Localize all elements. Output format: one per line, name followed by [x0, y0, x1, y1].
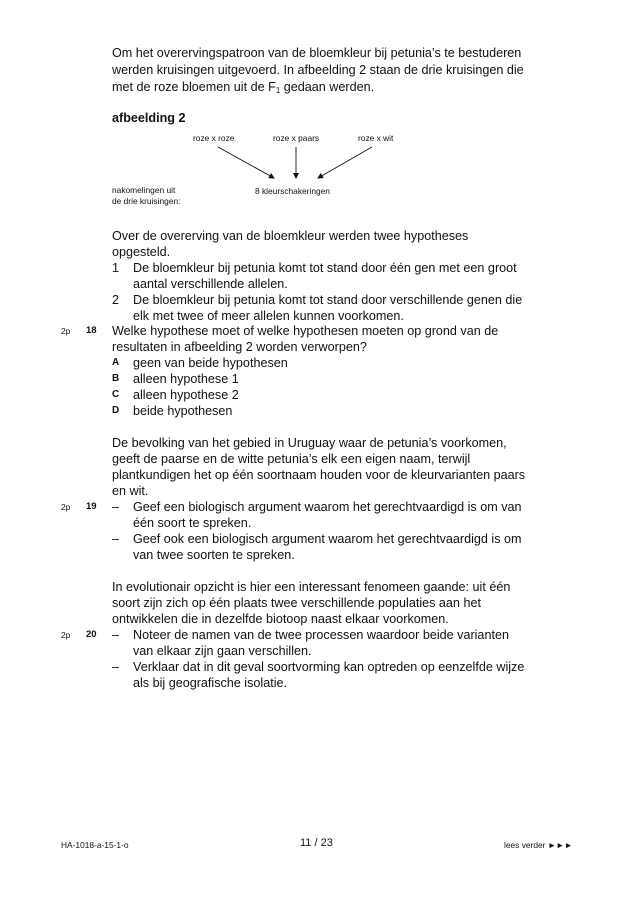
para3-line-2: soort zijn zich op één plaats twee verschillende populaties aan het	[112, 596, 481, 610]
para2-line-1: De bevolking van het gebied in Uruguay waar de petunia’s voorkomen,	[112, 436, 507, 450]
q19-bullet-1-dash: –	[112, 500, 120, 514]
hypotheses-intro-line-2: opgesteld.	[112, 245, 171, 259]
q20-points: 2p	[61, 630, 71, 640]
cross-label-3: roze x wit	[358, 133, 394, 143]
q18-option-d-label: D	[112, 405, 120, 416]
figure-title: afbeelding 2	[112, 111, 186, 125]
result-label-line-1: nakomelingen uit	[112, 185, 176, 195]
q19-bullet-1-line-1: Geef een biologisch argument waarom het gerechtvaardigd is om van	[133, 500, 522, 514]
para2-line-3: plantkundigen het op één soortnaam houden voor de kleurvarianten paars	[112, 468, 526, 482]
q18-line-2: resultaten in afbeelding 2 worden verworpen?	[112, 340, 367, 354]
q19-bullet-2-line-1: Geef ook een biologisch argument waarom het gerechtvaardigd is om	[133, 532, 522, 546]
q20-bullet-1-dash: –	[112, 628, 120, 642]
intro-line-1: Om het overervingspatroon van de bloemkleur bij petunia’s te bestuderen	[112, 46, 522, 60]
q18-option-b-text: alleen hypothese 1	[133, 372, 239, 386]
q20-bullet-2-line-2: als bij geografische isolatie.	[133, 676, 288, 690]
result-label-line-2: de drie kruisingen:	[112, 196, 181, 206]
q18-points: 2p	[61, 326, 71, 336]
intro-line-2: werden kruisingen uitgevoerd. In afbeelding 2 staan de drie kruisingen die	[112, 63, 524, 77]
q18-option-d-text: beide hypothesen	[133, 404, 233, 418]
hypothesis-1-number: 1	[112, 261, 120, 275]
q18-option-a-label: A	[112, 357, 120, 368]
q19-points: 2p	[61, 502, 71, 512]
q20-bullet-1-line-1: Noteer de namen van de twee processen waardoor beide varianten	[133, 628, 509, 642]
q20-number: 20	[86, 629, 97, 640]
para2-line-4: en wit.	[112, 484, 149, 498]
para3-line-1: In evolutionair opzicht is hier een interessant fenomeen gaande: uit één	[112, 580, 511, 594]
q19-bullet-2-dash: –	[112, 532, 120, 546]
footer-page-number: 11 / 23	[300, 837, 333, 849]
q18-option-c-text: alleen hypothese 2	[133, 388, 239, 402]
q18-option-a-text: geen van beide hypothesen	[133, 356, 288, 370]
hypothesis-2-line-1: De bloemkleur bij petunia komt tot stand door verschillende genen die	[133, 293, 523, 307]
q18-option-c-label: C	[112, 389, 120, 400]
intro-line-3-end: gedaan werden.	[280, 80, 375, 94]
hypothesis-1-line-2: aantal verschillende allelen.	[133, 277, 288, 291]
hypothesis-2-number: 2	[112, 293, 120, 307]
para2-line-2: geeft de paarse en de witte petunia’s elk een eigen naam, terwijl	[112, 452, 471, 466]
q20-bullet-1-line-2: van elkaar zijn gaan verschillen.	[133, 644, 312, 658]
hypothesis-1-line-1: De bloemkleur bij petunia komt tot stand door één gen met een groot	[133, 261, 517, 275]
f1-subscript: 1	[275, 86, 281, 95]
q20-bullet-2-line-1: Verklaar dat in dit geval soortvorming kan optreden op eenzelfde wijze	[133, 660, 525, 674]
cross-label-2: roze x paars	[273, 133, 320, 143]
footer-exam-code: HA-1018-a-15-1-o	[61, 840, 129, 850]
para3-line-3: ontwikkelen die in dezelfde biotoop naast elkaar voorkomen.	[112, 612, 449, 626]
arrow-right	[318, 147, 372, 178]
q18-number: 18	[86, 325, 97, 336]
q19-number: 19	[86, 501, 97, 512]
arrow-left	[218, 147, 274, 178]
intro-line-3-text: met de roze bloemen uit de F	[112, 80, 276, 94]
q19-bullet-1-line-2: één soort te spreken.	[133, 516, 252, 530]
hypotheses-intro-line-1: Over de overerving van de bloemkleur werden twee hypotheses	[112, 229, 469, 243]
cross-label-1: roze x roze	[193, 133, 235, 143]
q20-bullet-2-dash: –	[112, 660, 120, 674]
q18-line-1: Welke hypothese moet of welke hypothesen moeten op grond van de	[112, 324, 499, 338]
q19-bullet-2-line-2: van twee soorten te spreken.	[133, 548, 295, 562]
footer-next-page: lees verder ►►►	[504, 840, 573, 850]
hypothesis-2-line-2: elk met twee of meer allelen kunnen voorkomen.	[133, 309, 404, 323]
result-text: 8 kleurschakeringen	[255, 186, 330, 196]
q18-option-b-label: B	[112, 373, 120, 384]
